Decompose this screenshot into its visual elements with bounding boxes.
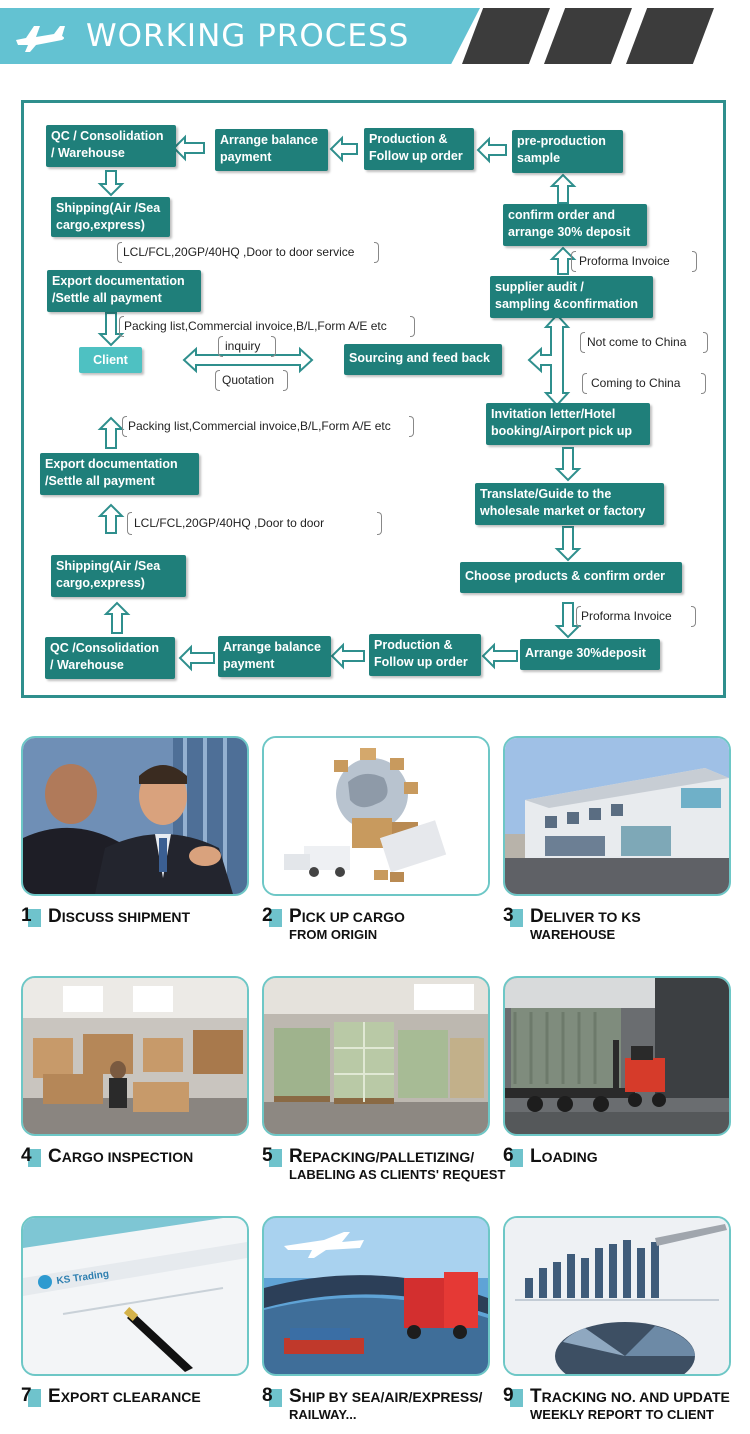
bracket	[283, 370, 288, 391]
step-title	[289, 1146, 474, 1168]
bracket	[409, 416, 414, 437]
step-cargo-inspection	[21, 976, 249, 1206]
photo-container-loading	[503, 976, 731, 1136]
bracket	[117, 242, 122, 263]
step-title	[530, 906, 641, 928]
bracket	[127, 512, 132, 535]
box-arrange-balance-bottom: Arrange balance payment	[218, 636, 331, 677]
photo-warehouse-building	[503, 736, 731, 896]
step-pick-up-cargo	[262, 736, 490, 966]
page-title: WORKING PROCESS	[86, 18, 410, 54]
note-proforma-bottom	[576, 606, 696, 627]
box-choose-products: Choose products & confirm order	[460, 562, 682, 593]
step-loading	[503, 976, 731, 1206]
note-inquiry	[218, 336, 276, 357]
note-quotation	[215, 370, 288, 391]
step-repacking-palletizing	[262, 976, 506, 1206]
arrow-balance-to-qc-bottom	[180, 647, 214, 669]
step-export-clearance	[21, 1216, 249, 1434]
bracket	[582, 373, 587, 394]
bracket	[691, 606, 696, 627]
note-coming-to-china	[582, 373, 706, 394]
bracket	[580, 332, 585, 353]
box-arrange-deposit: Arrange 30%deposit	[520, 639, 660, 670]
step-title-line2: FROM ORIGIN	[289, 927, 378, 942]
step-title-line2: RAILWAY...	[289, 1407, 357, 1422]
box-client: Client	[79, 347, 142, 373]
container-loading-photo	[505, 978, 729, 1134]
step-title-line2: WAREHOUSE	[530, 927, 616, 942]
step-title	[48, 1146, 193, 1168]
arrow-balance-to-qc	[174, 137, 204, 159]
note-lcl-fcl-bottom	[127, 512, 382, 535]
step-title-initial: C	[48, 1146, 62, 1167]
note-proforma-top	[571, 251, 697, 272]
step-title-rest: RACKING NO. AND UPDATE	[541, 1389, 730, 1405]
arrow-production-to-balance-bottom	[332, 645, 364, 667]
step-title-initial: D	[48, 906, 62, 927]
note-text: Quotation	[222, 373, 275, 387]
step-title-initial: T	[530, 1386, 542, 1407]
export-documents-pen-photo	[23, 1218, 247, 1374]
step-number-badge	[262, 1387, 284, 1407]
globe-trucks-cargo-photo	[264, 738, 488, 894]
report-chart-pen-photo	[505, 1218, 729, 1374]
step-deliver-to-warehouse	[503, 736, 731, 966]
photo-globe-cargo	[262, 736, 490, 896]
box-sourcing-feedback: Sourcing and feed back	[344, 344, 502, 375]
note-text: Packing list,Commercial invoice,B/L,Form A/E etc	[124, 319, 387, 333]
note-text: Proforma Invoice	[581, 609, 672, 623]
note-text: inquiry	[225, 339, 261, 353]
step-title	[289, 1386, 482, 1408]
step-title-rest: ARGO INSPECTION	[61, 1149, 194, 1165]
step-tracking-report	[503, 1216, 731, 1434]
step-title-initial: L	[530, 1146, 542, 1167]
note-text: Packing list,Commercial invoice,B/L,Form A/E etc	[128, 419, 391, 433]
arrow-sample-to-production	[478, 139, 506, 161]
step-title	[48, 906, 190, 928]
step-number-badge	[503, 907, 525, 927]
cargo-inspection-photo	[23, 978, 247, 1134]
box-pre-production-sample: pre-production sample	[512, 130, 623, 173]
step-title-rest: OADING	[541, 1149, 598, 1165]
box-shipping-bottom: Shipping(Air /Sea cargo,express)	[51, 555, 186, 597]
bracket	[410, 316, 415, 337]
step-number-badge	[21, 1147, 43, 1167]
box-export-documentation-top: Export documentation /Settle all payment	[47, 270, 201, 312]
step-number-badge	[503, 1147, 525, 1167]
photo-report-chart	[503, 1216, 731, 1376]
business-meeting-photo	[23, 738, 247, 894]
bracket	[374, 242, 379, 263]
step-title-rest: XPORT CLEARANCE	[60, 1389, 201, 1405]
step-title-rest: ISCUSS SHIPMENT	[61, 909, 191, 925]
arrow-deposit-to-production-bottom	[483, 645, 517, 667]
step-number: 4	[21, 1145, 32, 1166]
step-number: 5	[262, 1145, 273, 1166]
step-number: 1	[21, 905, 32, 926]
arrow-translate-to-choose	[557, 527, 579, 560]
note-packing-top	[119, 316, 415, 337]
repacking-palletizing-photo	[264, 978, 488, 1134]
note-text: Proforma Invoice	[579, 254, 670, 268]
step-discuss-shipment	[21, 736, 249, 966]
arrow-qc-to-shipping-bottom	[106, 603, 128, 633]
header-stripe	[544, 8, 632, 64]
step-number: 9	[503, 1385, 514, 1406]
photo-transport-modes	[262, 1216, 490, 1376]
arrow-qc-to-shipping	[100, 171, 122, 195]
bracket	[271, 336, 276, 357]
step-title-initial: R	[289, 1146, 303, 1167]
step-title	[48, 1386, 201, 1408]
step-title	[530, 1146, 598, 1168]
photo-business-meeting	[21, 736, 249, 896]
warehouse-building-photo	[505, 738, 729, 894]
box-supplier-audit: supplier audit / sampling &confirmation	[490, 276, 653, 318]
arrow-sourcing-branch	[529, 315, 568, 405]
step-title-rest: EPACKING/PALLETIZING/	[302, 1149, 475, 1165]
box-arrange-balance-top: Arrange balance payment	[215, 129, 328, 171]
step-number-badge	[21, 1387, 43, 1407]
box-translate-guide: Translate/Guide to the wholesale market or factory	[475, 483, 664, 525]
step-number: 3	[503, 905, 514, 926]
bracket	[122, 416, 127, 437]
step-title-rest: HIP BY SEA/AIR/EXPRESS/	[301, 1389, 483, 1405]
process-flow-diagram	[21, 100, 726, 698]
step-title-line2: LABELING AS CLIENTS' REQUEST	[289, 1167, 506, 1182]
box-invitation-letter: Invitation letter/Hotel booking/Airport pick up	[486, 403, 650, 445]
box-qc-consolidation-bottom: QC /Consolidation / Warehouse	[45, 637, 175, 679]
arrow-export-up-to-client	[100, 418, 122, 448]
bracket	[701, 373, 706, 394]
arrow-confirm-to-sample	[552, 175, 574, 203]
step-title-rest: ELIVER TO KS	[543, 909, 641, 925]
bracket	[692, 251, 697, 272]
sea-air-road-transport-photo	[264, 1218, 488, 1374]
step-title	[530, 1386, 730, 1408]
step-title-rest: ICK UP CARGO	[301, 909, 405, 925]
note-text: Coming to China	[591, 376, 681, 390]
step-number: 7	[21, 1385, 32, 1406]
step-number-badge	[21, 907, 43, 927]
step-title-initial: E	[48, 1386, 61, 1407]
arrow-production-to-balance	[331, 138, 357, 160]
bracket	[703, 332, 708, 353]
note-lcl-fcl-top	[117, 242, 379, 263]
note-text: LCL/FCL,20GP/40HQ ,Door to door	[134, 516, 325, 530]
box-qc-consolidation-top: QC / Consolidation / Warehouse	[46, 125, 176, 167]
bracket	[377, 512, 382, 535]
bracket	[218, 336, 223, 357]
bracket	[571, 251, 576, 272]
photo-cargo-inspection	[21, 976, 249, 1136]
step-title-initial: D	[530, 906, 544, 927]
step-number-badge	[503, 1387, 525, 1407]
note-text: LCL/FCL,20GP/40HQ ,Door to door service	[123, 245, 355, 259]
box-export-documentation-bottom: Export documentation /Settle all payment	[40, 453, 199, 495]
airplane-icon	[14, 18, 68, 54]
header-stripe	[626, 8, 714, 64]
box-production-bottom: Production & Follow up order	[369, 634, 481, 676]
note-text: Not come to China	[587, 335, 687, 349]
step-number: 2	[262, 905, 273, 926]
bracket	[215, 370, 220, 391]
step-title	[289, 906, 405, 928]
note-not-come-to-china	[580, 332, 708, 353]
photo-repacking	[262, 976, 490, 1136]
step-title-line2: WEEKLY REPORT TO CLIENT	[530, 1407, 714, 1422]
step-number: 6	[503, 1145, 514, 1166]
step-title-initial: P	[289, 906, 302, 927]
step-title-initial: S	[289, 1386, 302, 1407]
arrow-shipping-to-export	[100, 505, 122, 533]
box-shipping-top: Shipping(Air /Sea cargo,express)	[51, 197, 170, 237]
box-confirm-order: confirm order and arrange 30% deposit	[503, 204, 647, 246]
page-header	[0, 0, 750, 68]
step-ship-by-sea-air	[262, 1216, 490, 1434]
arrow-invitation-to-translate	[557, 448, 579, 480]
step-number-badge	[262, 1147, 284, 1167]
step-number: 8	[262, 1385, 273, 1406]
photo-export-documents	[21, 1216, 249, 1376]
step-number-badge	[262, 907, 284, 927]
ks-logo-text: KS Trading	[55, 1268, 110, 1287]
box-production-top: Production & Follow up order	[364, 128, 474, 170]
note-packing-bottom	[122, 416, 414, 437]
